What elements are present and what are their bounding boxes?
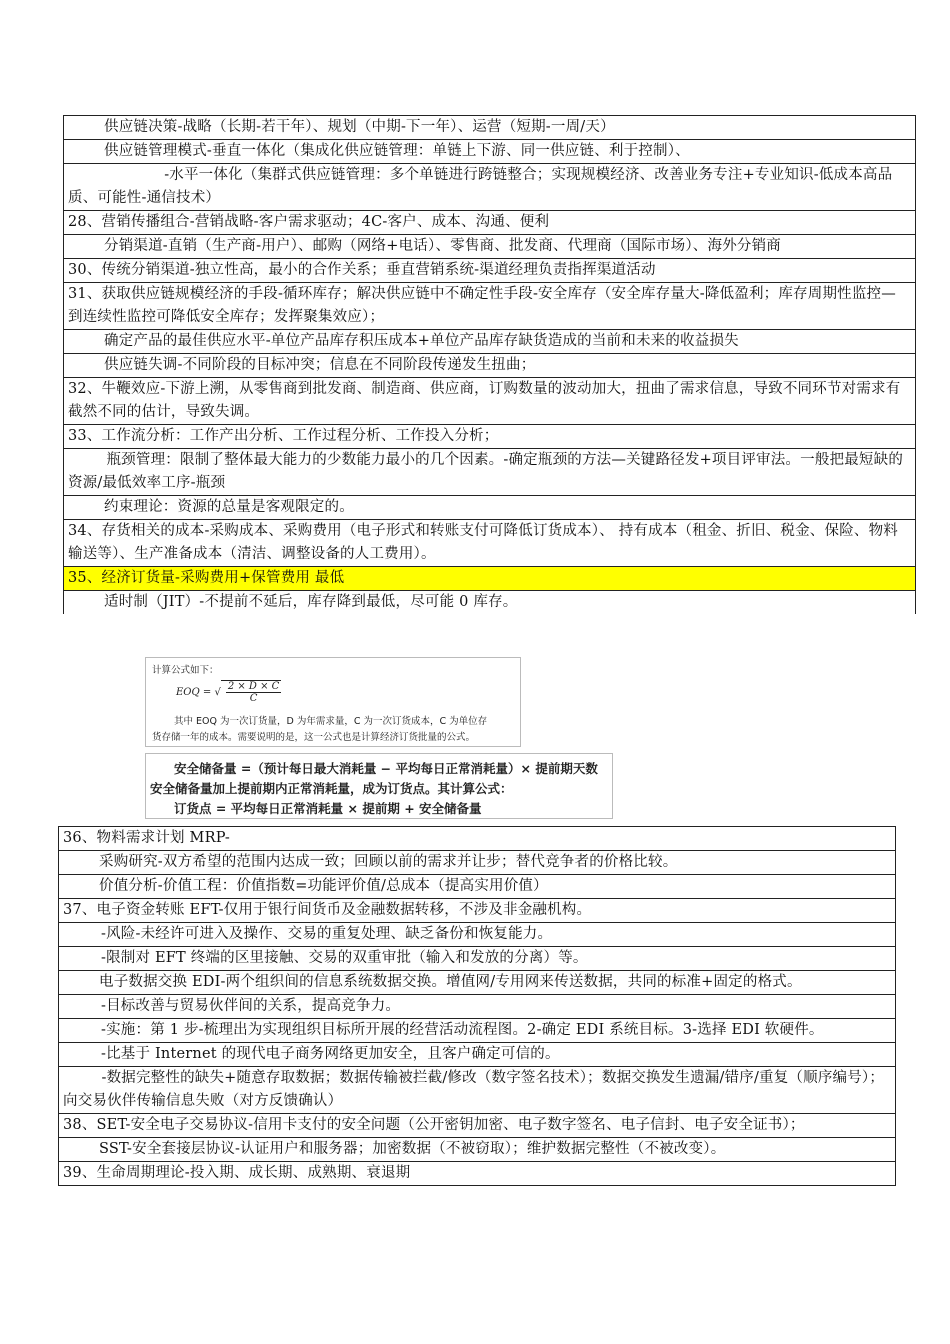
formula-desc-1: 其中 EOQ 为一次订货量，D 为年需求量，C 为一次订货成本，C 为单位存 — [174, 716, 488, 727]
table-row: 确定产品的最佳供应水平-单位产品库存积压成本+单位产品库存缺货造成的当前和未来的收益损失 — [64, 330, 915, 354]
safety-stock-line: 安全储备量 =（预计每日最大消耗量 − 平均每日正常消耗量）× 提前期天数 — [174, 761, 598, 776]
formula-title: 计算公式如下： — [152, 665, 219, 676]
eoq-denominator: C — [249, 693, 258, 704]
table-row: 38、SET-安全电子交易协议-信用卡支付的安全问题（公开密钥加密、电子数字签名、电子信封、电子安全证书）； — [59, 1114, 895, 1138]
table-row: 价值分析-价值工程：价值指数=功能评价值/总成本（提高实用价值） — [59, 875, 895, 899]
table-row: 32、牛鞭效应-下游上溯，从零售商到批发商、制造商、供应商，订购数量的波动加大，扭曲了需求信息，导致不同环节对需求有截然不同的估计，导致失调。 — [64, 378, 915, 425]
notes-table-bottom — [58, 826, 896, 1186]
table-row: 供应链失调-不同阶段的目标冲突；信息在不同阶段传递发生扭曲； — [64, 354, 915, 378]
eoq-lhs: EOQ = — [176, 687, 212, 698]
eoq-numerator: 2 × D × C — [227, 681, 280, 692]
eoq-formula-image — [145, 657, 521, 747]
table-row: 35、经济订货量-采购费用+保管费用 最低 — [64, 567, 915, 591]
table-row: -实施：第 1 步-梳理出为实现组织目标所开展的经营活动流程图。2-确定 EDI 系统目标。3-选择 EDI 软硬件。 — [59, 1019, 895, 1043]
table-row: 37、电子资金转账 EFT-仅用于银行间货币及金融数据转移，不涉及非金融机构。 — [59, 899, 895, 923]
table-row: 适时制（JIT）-不提前不延后，库存降到最低，尽可能 0 库存。 — [104, 594, 518, 610]
table-row: 供应链管理模式-垂直一体化（集成化供应链管理：单链上下游、同一供应链、利于控制）、 — [64, 140, 915, 164]
table-row: 39、生命周期理论-投入期、成长期、成熟期、衰退期 — [59, 1162, 895, 1186]
safety-stock-formula-image — [145, 753, 613, 819]
reorder-point-desc: 安全储备量加上提前期内正常消耗量，成为订货点。其计算公式： — [150, 781, 513, 796]
table-row: -风险-未经许可进入及操作、交易的重复处理、缺乏备份和恢复能力。 — [59, 923, 895, 947]
table-row: 供应链决策-战略（长期-若干年）、规划（中期-下一年）、运营（短期-一周/天） — [64, 116, 915, 140]
table-row: -限制对 EFT 终端的区里接触、交易的双重审批（输入和发放的分离）等。 — [59, 947, 895, 971]
table-row: 瓶颈管理：限制了整体最大能力的少数能力最小的几个因素。-确定瓶颈的方法—关键路径发+项目评审法。一般把最短缺的资源/最低效率工序-瓶颈 — [64, 449, 915, 496]
table-row: 34、存货相关的成本-采购成本、采购费用（电子形式和转账支付可降低订货成本）、 持有成本（租金、折旧、税金、保险、物料输送等）、生产准备成本（清洁、调整设备的人工费用）。 — [64, 520, 915, 567]
formula-desc-2: 货存储一年的成本。需要说明的是，这一公式也是计算经济订货批量的公式。 — [152, 732, 476, 743]
table-row: -数据完整性的缺失+随意存取数据；数据传输被拦截/修改（数字签名技术）；数据交换发生遗漏/错序/重复（顺序编号）；向交易伙伴传输信息失败（对方反馈确认） — [59, 1067, 895, 1114]
table-row: -水平一体化（集群式供应链管理：多个单链进行跨链整合；实现规模经济、改善业务专注+专业知识-低成本高品质、可能性-通信技术） — [64, 164, 915, 211]
table-row: 电子数据交换 EDI-两个组织间的信息系统数据交换。增值网/专用网来传送数据，共同的标准+固定的格式。 — [59, 971, 895, 995]
notes-table-top — [63, 115, 916, 614]
table-row: 28、营销传播组合-营销战略-客户需求驱动；4C-客户、成本、沟通、便利 — [64, 211, 915, 235]
reorder-point-formula: 订货点 = 平均每日正常消耗量 × 提前期 + 安全储备量 — [174, 801, 482, 816]
table-row: 33、工作流分析：工作产出分析、工作过程分析、工作投入分析； — [64, 425, 915, 449]
eoq-equation — [176, 680, 281, 704]
sqrt-icon: √ — [214, 687, 221, 698]
table-row: 31、获取供应链规模经济的手段-循环库存；解决供应链中不确定性手段-安全库存（安全库存量大-降低盈利；库存周期性监控—到连续性监控可降低安全库存；发挥聚集效应）； — [64, 283, 915, 330]
table-row: 分销渠道-直销（生产商-用户）、邮购（网络+电话）、零售商、批发商、代理商（国际市场）、海外分销商 — [64, 235, 915, 259]
table-row: -比基于 Internet 的现代电子商务网络更加安全，且客户确定可信的。 — [59, 1043, 895, 1067]
table-row: 36、物料需求计划 MRP- — [59, 827, 895, 851]
table-row: 约束理论：资源的总量是客观限定的。 — [64, 496, 915, 520]
table-row: 采购研究-双方希望的范围内达成一致；回顾以前的需求并让步；替代竞争者的价格比较。 — [59, 851, 895, 875]
table-row: 30、传统分销渠道-独立性高，最小的合作关系；垂直营销系统-渠道经理负责指挥渠道活动 — [64, 259, 915, 283]
table-row: -目标改善与贸易伙伴间的关系，提高竞争力。 — [59, 995, 895, 1019]
table-row: SST-安全套接层协议-认证用户和服务器；加密数据（不被窃取）；维护数据完整性（不被改变）。 — [59, 1138, 895, 1162]
